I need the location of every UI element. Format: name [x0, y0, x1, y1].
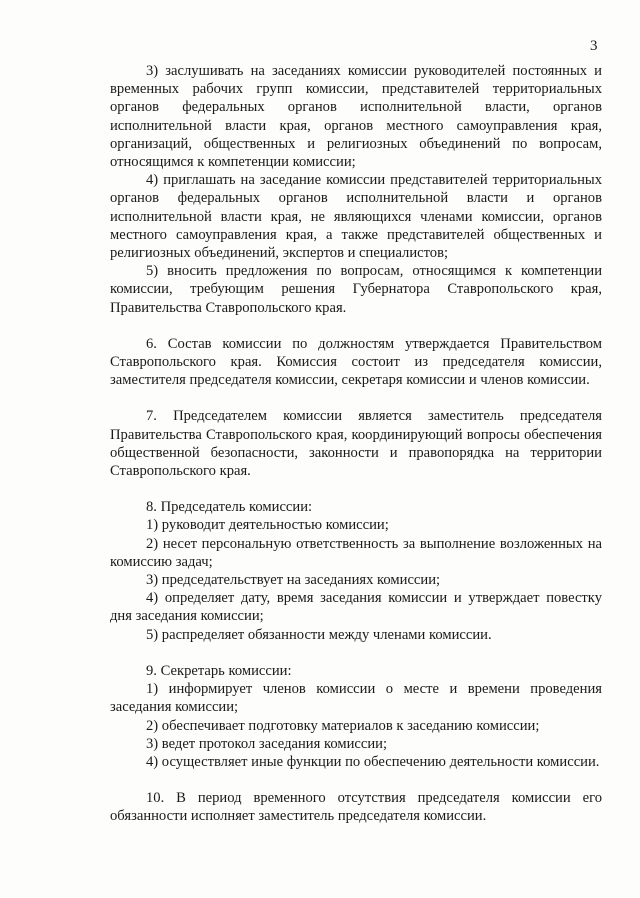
section-gap: [110, 771, 602, 789]
paragraph-8-item-5: 5) распределяет обязанности между членами комиссии.: [146, 626, 492, 643]
paragraph-8-item-3: 3) председательствует на заседаниях комиссии;: [146, 572, 441, 589]
paragraph-8-item-1: 1) руководит деятельностью комиссии;: [146, 517, 389, 534]
paragraph-9-item-4: 4) осуществляет иные функции по обеспечению деятельности комиссии.: [146, 753, 600, 770]
paragraph-9-item-3: 3) ведет протокол заседания комиссии;: [146, 735, 388, 752]
paragraph-8-item-4: 4) определяет дату, время заседания комиссии и утверждает повестку дня заседания комиссии;: [110, 590, 602, 625]
paragraph-9-heading: 9. Секретарь комиссии:: [146, 662, 292, 679]
paragraph-item-4: 4) приглашать на заседание комиссии представителей территориальных органов федеральных органов исполнительной власти и органов исполнительной власти края, не являющихся членами комиссии, органов местного самоуправления края, а также представителей общественных и религиозных объединений, экспертов и специалистов;: [110, 172, 602, 262]
paragraph-9-item-1: 1) информирует членов комиссии о месте и времени проведения заседания комиссии;: [110, 681, 602, 716]
paragraph-6: 6. Состав комиссии по должностям утверждается Правительством Ставропольского края. Комиссия состоит из председателя комиссии, заместителя председателя комиссии, секретаря комиссии и членов комиссии.: [110, 335, 602, 389]
section-gap: [110, 644, 602, 662]
document-body: [110, 62, 602, 826]
section-gap: [110, 389, 602, 407]
page-number: 3: [590, 38, 598, 54]
section-gap: [110, 480, 602, 498]
section-gap: [110, 317, 602, 335]
paragraph-7: 7. Председателем комиссии является заместитель председателя Правительства Ставропольского края, координирующий вопросы обеспечения общественной безопасности, законности и правопорядка на территории Ставропольского края.: [110, 408, 602, 480]
paragraph-8-item-2: 2) несет персональную ответственность за выполнение возложенных на комиссию задач;: [110, 535, 602, 570]
paragraph-item-3: 3) заслушивать на заседаниях комиссии руководителей постоянных и временных рабочих групп комиссии, представителей территориальных органов федеральных органов исполнительной власти, органов исполнительной власти края, органов местного самоуправления края, организаций, общественных и религиозных объединений по вопросам, относящимся к компетенции комиссии;: [110, 63, 602, 171]
paragraph-10: 10. В период временного отсутствия председателя комиссии его обязанности исполняет заместитель председателя комиссии.: [110, 790, 602, 825]
paragraph-8-heading: 8. Председатель комиссии:: [146, 499, 313, 516]
paragraph-9-item-2: 2) обеспечивает подготовку материалов к заседанию комиссии;: [146, 717, 540, 734]
paragraph-item-5: 5) вносить предложения по вопросам, относящимся к компетенции комиссии, требующим решения Губернатора Ставропольского края, Правительства Ставропольского края.: [110, 263, 602, 316]
